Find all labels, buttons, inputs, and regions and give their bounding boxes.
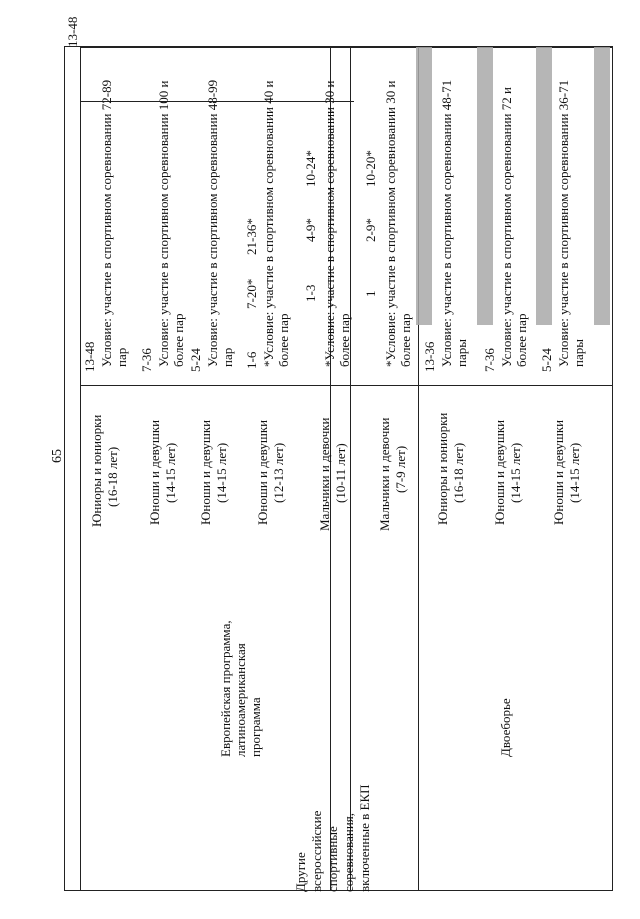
row1-cond-line1: Условие: участие в спортивном соревновании 72-89 (99, 79, 114, 367)
row6-cond-line2: более пар (398, 313, 413, 367)
row4-place-a: 1-6 (244, 351, 259, 369)
program-duel: Двоеборье (498, 698, 513, 757)
row7-age-line1: Юниоры и юниорки (435, 412, 450, 525)
row8-places-val: 7-36 (482, 348, 497, 372)
row8-age-line1: Юноши и девушки (492, 419, 507, 525)
row3-cond-line2: пар (220, 347, 235, 367)
col-divider-4 (80, 47, 81, 890)
row6-place-b: 2-9* (363, 218, 378, 242)
category-line4: соревнования, (341, 812, 356, 892)
row4-cond-line2: более пар (276, 313, 291, 367)
row3-age-line2: (14-15 лет) (214, 442, 229, 503)
row7-places-val: 13-36 (422, 341, 437, 372)
category-line1: Другие (293, 852, 308, 892)
row1-places: 13-48 (65, 16, 80, 47)
program-euro-line2: латиноамериканская (233, 643, 248, 757)
row2-cond-line2: более пар (171, 313, 186, 367)
row4-place-b: 7-20* (244, 278, 259, 309)
row3-places-val: 5-24 (188, 348, 203, 372)
row8-age-line2: (14-15 лет) (508, 442, 523, 503)
row9-age-line2: (14-15 лет) (567, 442, 582, 503)
row7-cond-line1: Условие: участие в спортивном соревновании 48-71 (439, 79, 454, 367)
row5-cond-line2: более пар (337, 313, 352, 367)
category-line3: спортивные (325, 826, 340, 892)
row4-age-line1: Юноши и девушки (255, 419, 270, 525)
row5-age-line1: Мальчики и девочки (317, 417, 332, 531)
shade-4 (594, 47, 610, 325)
row3-age-line1: Юноши и девушки (198, 419, 213, 525)
row5-place-a: 1-3 (303, 284, 318, 302)
row8-cond-line2: более пар (514, 313, 529, 367)
row6-age-line1: Мальчики и девочки (377, 417, 392, 531)
row5-age-line2: (10-11 лет) (333, 443, 348, 503)
row6-place-c: 10-20* (363, 150, 378, 187)
row9-places-val: 5-24 (539, 348, 554, 372)
shade-2 (477, 47, 493, 325)
row1-age-line1: Юниоры и юниорки (89, 414, 104, 527)
row4-place-c: 21-36* (244, 218, 259, 255)
shade-3 (536, 47, 552, 325)
row7-cond-line2: пары (454, 339, 469, 367)
row6-age-line2: (7-9 лет) (393, 445, 408, 493)
program-euro-line3: программа (248, 697, 263, 757)
row2-age-line1: Юноши и девушки (147, 419, 162, 525)
col-divider-2 (350, 47, 351, 890)
row3-cond-line1: Условие: участие в спортивном соревновании 48-99 (205, 79, 220, 367)
page-number: 65 (50, 449, 65, 463)
row9-cond-line1: Условие: участие в спортивном соревновании 36-71 (556, 79, 571, 367)
category-line5: включенные в ЕКП (357, 784, 372, 892)
row2-age-line2: (14-15 лет) (163, 442, 178, 503)
row7-age-line2: (16-18 лет) (451, 442, 466, 503)
row4-cond-line1: *Условие: участие в спортивном соревновании 40 и (261, 80, 276, 367)
row8-cond-line1: Условие: участие в спортивном соревновании 72 и (499, 87, 514, 367)
category-line2: всероссийские (309, 810, 324, 892)
row-divider-a (80, 47, 612, 48)
row1-cond-line2: пар (114, 347, 129, 367)
row5-place-c: 10-24* (303, 150, 318, 187)
rotated-table (64, 16, 613, 892)
row4-age-line2: (12-13 лет) (271, 442, 286, 503)
row9-age-line1: Юноши и девушки (551, 419, 566, 525)
row1-places-val: 13-48 (82, 341, 97, 372)
row6-place-a: 1 (363, 290, 378, 297)
row-divider-b (80, 385, 612, 386)
row1-age-line2: (16-18 лет) (105, 446, 120, 507)
row5-cond-line1: *Условие: участие в спортивном соревновании 30 и (322, 80, 337, 367)
shade-1 (416, 47, 432, 325)
row9-cond-line2: пары (571, 339, 586, 367)
program-euro-line1: Европейская программа, (218, 620, 233, 757)
row6-cond-line1: *Условие: участие в спортивном соревновании 30 и (383, 80, 398, 367)
row2-places-val: 7-36 (139, 348, 154, 372)
row5-place-b: 4-9* (303, 218, 318, 242)
row2-cond-line1: Условие: участие в спортивном соревновании 100 и (156, 80, 171, 367)
